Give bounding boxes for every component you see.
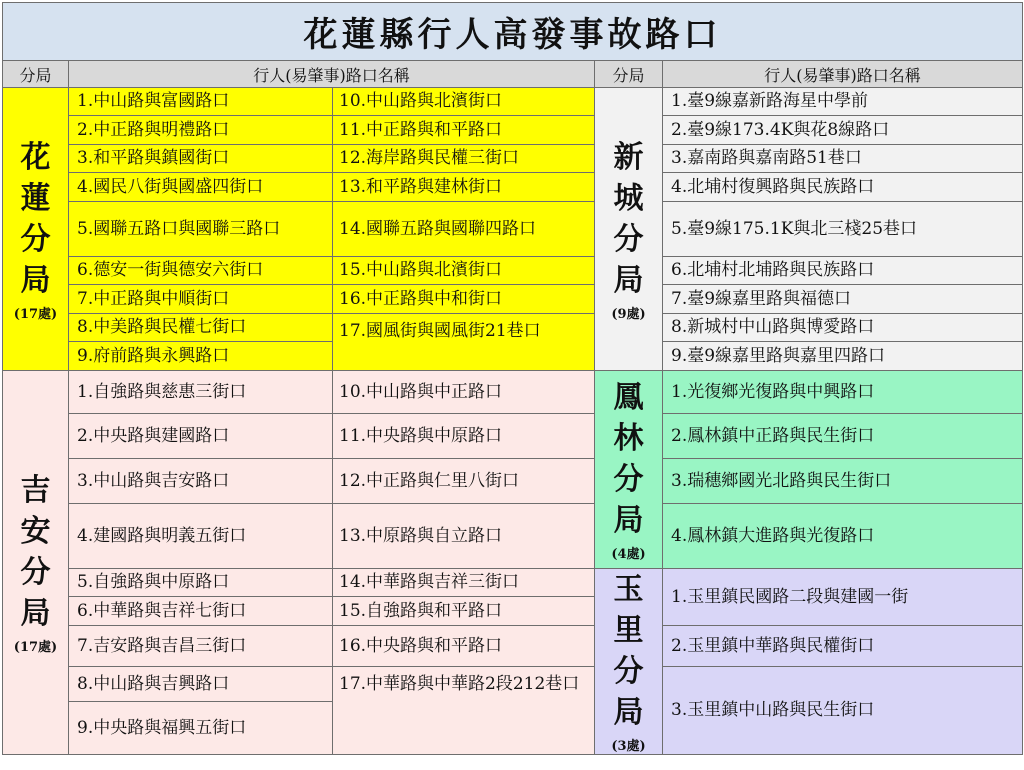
fenglin-item-2: 2.鳳林鎮中正路與民生街口: [663, 414, 1023, 459]
jian-item-4: 4.建國路與明義五街口: [69, 504, 333, 569]
jian-item-6: 6.中華路與吉祥七街口: [69, 597, 333, 626]
hualien-item-15: 15.中山路與北濱街口: [333, 257, 595, 285]
jian-item-8: 8.中山路與吉興路口: [69, 667, 333, 702]
jian-item-7: 7.吉安路與吉昌三街口: [69, 626, 333, 667]
xincheng-item-3: 3.嘉南路與嘉南路51巷口: [663, 145, 1023, 173]
jian-item-2: 2.中央路與建國路口: [69, 414, 333, 459]
branch-jian-name: 吉安分局: [20, 473, 51, 631]
jian-item-17: 17.中華路與中華路2段212巷口: [333, 667, 595, 755]
jian-item-10: 10.中山路與中正路口: [333, 371, 595, 414]
hualien-item-4: 4.國民八街與國盛四街口: [69, 173, 333, 202]
yuli-item-3: 3.玉里鎮中山路與民生街口: [663, 667, 1023, 755]
branch-fenglin-count: (4處): [611, 547, 646, 562]
branch-hualien-name: 花蓮分局: [20, 139, 51, 298]
hualien-item-7: 7.中正路與中順街口: [69, 285, 333, 314]
hualien-item-8: 8.中美路與民權七街口: [69, 314, 333, 342]
hualien-item-6: 6.德安一街與德安六街口: [69, 257, 333, 285]
page-title: 花蓮縣行人高發事故路口: [3, 3, 1023, 61]
jian-item-12: 12.中正路與仁里八街口: [333, 459, 595, 504]
branch-hualien: [3, 88, 69, 371]
branch-jian-count: (17處): [13, 640, 58, 655]
hualien-item-9: 9.府前路與永興路口: [69, 342, 333, 371]
branch-yuli-name: 玉里分局: [613, 572, 644, 730]
hualien-item-17: 17.國風街與國風街21巷口: [333, 314, 595, 371]
header-intersection-name-2: 行人(易肇事)路口名稱: [663, 61, 1023, 88]
hualien-item-16: 16.中正路與中和街口: [333, 285, 595, 314]
hualien-item-10: 10.中山路與北濱街口: [333, 88, 595, 116]
yuli-item-1: 1.玉里鎮民國路二段與建國一街: [663, 569, 1023, 626]
fenglin-item-1: 1.光復鄉光復路與中興路口: [663, 371, 1023, 414]
branch-jian: [3, 371, 69, 755]
hualien-item-11: 11.中正路與和平路口: [333, 116, 595, 145]
hualien-item-2: 2.中正路與明禮路口: [69, 116, 333, 145]
hualien-item-1: 1.中山路與富國路口: [69, 88, 333, 116]
hualien-item-12: 12.海岸路與民權三街口: [333, 145, 595, 173]
yuli-item-2: 2.玉里鎮中華路與民權街口: [663, 626, 1023, 667]
jian-item-3: 3.中山路與吉安路口: [69, 459, 333, 504]
hualien-item-14: 14.國聯五路與國聯四路口: [333, 202, 595, 257]
xincheng-item-2: 2.臺9線173.4K與花8線路口: [663, 116, 1023, 145]
jian-item-14: 14.中華路與吉祥三街口: [333, 569, 595, 597]
jian-item-1: 1.自強路與慈惠三街口: [69, 371, 333, 414]
jian-item-15: 15.自強路與和平路口: [333, 597, 595, 626]
branch-yuli: [595, 569, 663, 755]
branch-fenglin-name: 鳳林分局: [613, 380, 644, 538]
header-branch: 分局: [3, 61, 69, 88]
jian-item-16: 16.中央路與和平路口: [333, 626, 595, 667]
branch-fenglin: [595, 371, 663, 569]
branch-yuli-count: (3處): [611, 739, 646, 754]
jian-item-9: 9.中央路與福興五街口: [69, 702, 333, 755]
xincheng-item-9: 9.臺9線嘉里路與嘉里四路口: [663, 342, 1023, 371]
hualien-item-5: 5.國聯五路口與國聯三路口: [69, 202, 333, 257]
xincheng-item-7: 7.臺9線嘉里路與福德口: [663, 285, 1023, 314]
hualien-item-13: 13.和平路與建林街口: [333, 173, 595, 202]
fenglin-item-3: 3.瑞穗鄉國光北路與民生街口: [663, 459, 1023, 504]
branch-hualien-count: (17處): [13, 306, 58, 322]
jian-item-11: 11.中央路與中原路口: [333, 414, 595, 459]
fenglin-item-4: 4.鳳林鎮大進路與光復路口: [663, 504, 1023, 569]
xincheng-item-4: 4.北埔村復興路與民族路口: [663, 173, 1023, 202]
xincheng-item-8: 8.新城村中山路與博愛路口: [663, 314, 1023, 342]
jian-item-5: 5.自強路與中原路口: [69, 569, 333, 597]
xincheng-item-5: 5.臺9線175.1K與北三棧25巷口: [663, 202, 1023, 257]
jian-item-13: 13.中原路與自立路口: [333, 504, 595, 569]
header-branch-2: 分局: [595, 61, 663, 88]
xincheng-item-1: 1.臺9線嘉新路海星中學前: [663, 88, 1023, 116]
branch-xincheng-count: (9處): [611, 306, 646, 322]
xincheng-item-6: 6.北埔村北埔路與民族路口: [663, 257, 1023, 285]
header-intersection-name: 行人(易肇事)路口名稱: [69, 61, 595, 88]
accident-table: [2, 2, 1023, 755]
branch-xincheng-name: 新城分局: [613, 139, 644, 298]
hualien-item-3: 3.和平路與鎮國街口: [69, 145, 333, 173]
branch-xincheng: [595, 88, 663, 371]
